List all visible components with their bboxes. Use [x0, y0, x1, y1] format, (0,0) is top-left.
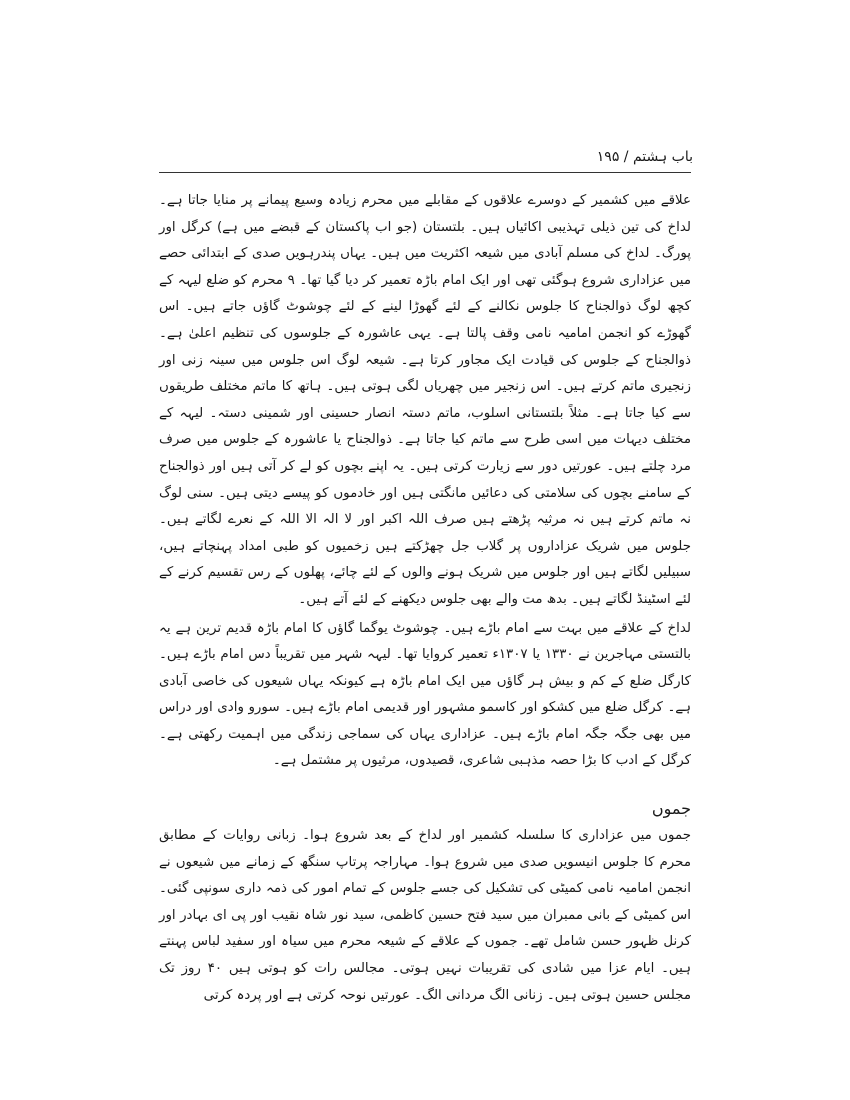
header-rule [159, 172, 691, 173]
section-heading-jammu: جموں [651, 799, 691, 819]
ladakh-paragraph-2: لداخ کے علاقے میں بہت سے امام باڑے ہیں۔ چوشوٹ یوگما گاؤں کا امام باڑہ قدیم ترین ہے یہ بالتستی مہاجرین نے ۱۳۳۰ یا ۱۳۰۷ء تعمیر کروایا تھا۔ لیہہ شہر میں تقریباً دس امام باڑے ہیں۔ کارگل ضلع کے کم و بیش ہر گاؤں میں ایک امام باڑہ ہے کیونکہ یہاں شیعوں کی خاصی آبادی ہے۔ کرگل ضلع میں کشکو اور کاسمو مشہور اور قدیمی امام باڑے ہیں۔ سورو وادی اور دراس میں بھی جگہ جگہ امام باڑے ہیں۔ عزاداری یہاں کی سماجی زندگی میں اہمیت رکھتی ہے۔ کرگل کے ادب کا بڑا حصہ مذہبی شاعری، قصیدوں، مرثیوں پر مشتمل ہے۔ [159, 620, 691, 769]
running-header: باب ہشتم / ۱۹۵ [596, 149, 693, 165]
body-text [159, 188, 691, 1009]
ladakh-paragraph-1: علاقے میں کشمیر کے دوسرے علاقوں کے مقابلے میں محرم زیادہ وسیع پیمانے پر منایا جاتا ہے۔ لداخ کی تین ذیلی تہذیبی اکائیاں ہیں۔ بلتستان (جو اب پاکستان کے قبضے میں ہے) کرگل اور پورگ۔ لداخ کی مسلم آبادی میں شیعہ اکثریت میں ہیں۔ یہاں پندرہویں صدی کے ابتدائی حصے میں عزاداری شروع ہوگئی تھی اور ایک امام باڑہ تعمیر کر دیا گیا تھا۔ ۹ محرم کو ضلع لیہہ کے کچھ لوگ ذوالجناح کا جلوس نکالنے کے لئے گھوڑا لینے کے لئے چوشوٹ گاؤں جاتے ہیں۔ اس گھوڑے کو انجمن امامیہ نامی وقف پالتا ہے۔ یہی عاشورہ کے جلوسوں کی تنظیم اعلیٰ ہے۔ ذوالجناح کے جلوس کی قیادت ایک مجاور کرتا ہے۔ شیعہ لوگ اس جلوس میں سینہ زنی اور زنجیری ماتم کرتے ہیں۔ اس زنجیر میں چھریاں لگی ہوتی ہیں۔ ہاتھ کا ماتم مختلف طریقوں سے کیا جاتا ہے۔ مثلاً بلتستانی اسلوب، ماتم دستہ انصار حسینی اور شمینی دستہ۔ لیہہ کے مختلف دیہات میں اسی طرح سے ماتم کیا جاتا ہے۔ ذوالجناح یا عاشورہ کے جلوس میں صرف مرد چلتے ہیں۔ عورتیں دور سے زیارت کرتی ہیں۔ یہ اپنے بچوں کو لے کر آتی ہیں اور ذوالجناح کے سامنے بچوں کی سلامتی کی دعائیں مانگتی ہیں اور خادموں کو پیسے دیتی ہیں۔ سنی لوگ نہ ماتم کرتے ہیں نہ مرثیہ پڑھتے ہیں صرف اللہ اکبر اور لا الہ الا اللہ کے نعرے لگاتے ہیں۔ جلوس میں شریک عزاداروں پر گلاب جل چھڑکتے ہیں زخمیوں کو طبی امداد پہنچاتے ہیں، سبیلیں لگاتے ہیں اور جلوس میں شریک ہونے والوں کے لئے چائے، پھلوں کے رس تقسیم کرنے کے لئے اسٹینڈ لگاتے ہیں۔ بدھ مت والے بھی جلوس دیکھنے کے لئے آتے ہیں۔ [159, 193, 691, 607]
jammu-paragraph-1: جموں میں عزاداری کا سلسلہ کشمیر اور لداخ کے بعد شروع ہوا۔ زبانی روایات کے مطابق محرم کا جلوس انیسویں صدی میں شروع ہوا۔ مہاراجہ پرتاپ سنگھ کے زمانے میں شیعوں نے انجمن امامیہ نامی کمیٹی کی تشکیل کی جسے جلوس کے تمام امور کی ذمہ داری سونپی گئی۔ اس کمیٹی کے بانی ممبران میں سید فتح حسین کاظمی، سید نور شاہ نقیب اور پی ای بہادر اور کرنل ظہور حسن شامل تھے۔ جموں کے علاقے کے شیعہ محرم میں سیاہ اور سفید لباس پہنتے ہیں۔ ایام عزا میں شادی کی تقریبات نہیں ہوتی۔ مجالس رات کو ہوتی ہیں ۴۰ روز تک مجلس حسین ہوتی ہیں۔ زنانی الگ مردانی الگ۔ عورتیں نوحہ کرتی ہے اور پردہ کرتی [159, 828, 691, 1003]
